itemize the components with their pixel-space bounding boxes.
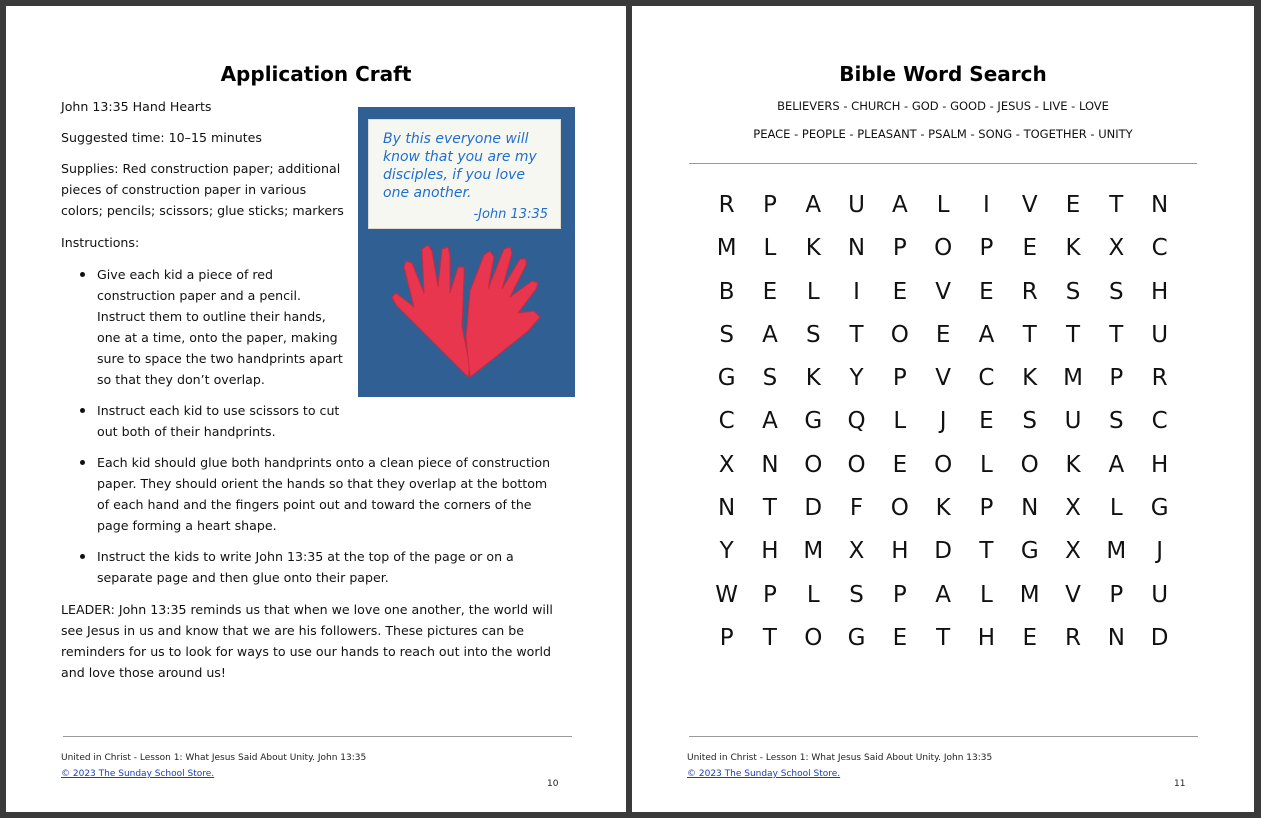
suggested-time: Suggested time: 10–15 minutes — [61, 130, 262, 145]
grid-letter: O — [890, 321, 909, 348]
grid-letter: W — [715, 581, 739, 608]
grid-letter: L — [763, 235, 777, 262]
grid-letter: S — [1109, 408, 1124, 435]
grid-letter: U — [1064, 408, 1082, 435]
grid-letter: G — [717, 365, 736, 392]
grid-letter: L — [806, 581, 820, 608]
grid-letter: K — [1065, 451, 1081, 478]
page-number: 11 — [1174, 779, 1186, 789]
grid-letter: E — [979, 408, 994, 435]
grid-letter: L — [893, 408, 907, 435]
grid-letter: T — [1109, 192, 1124, 218]
grid-letter: P — [892, 365, 907, 392]
grid-letter: X — [1065, 495, 1081, 522]
grid-letter: S — [1022, 408, 1038, 435]
instruction-item: Instruct each kid to use scissors to cut out both of their handprints. — [61, 400, 353, 442]
grid-letter: L — [806, 278, 820, 305]
grid-letter: C — [718, 408, 735, 435]
grid-letter: P — [1109, 365, 1124, 392]
grid-letter: T — [849, 321, 864, 348]
grid-letter: I — [983, 192, 990, 218]
grid-letter: O — [934, 235, 953, 262]
grid-letter: T — [979, 538, 994, 565]
grid-letter: S — [805, 321, 821, 348]
copyright-link[interactable]: © 2023 The Sunday School Store. — [61, 769, 215, 779]
grid-letter: R — [1021, 278, 1038, 305]
grid-letter: P — [763, 581, 777, 608]
handprint-heart-icon — [358, 227, 575, 397]
grid-letter: M — [1063, 365, 1083, 392]
word-list-divider — [689, 163, 1197, 164]
grid-letter: U — [1151, 581, 1169, 608]
grid-letter: M — [803, 538, 824, 565]
grid-letter: O — [890, 495, 909, 522]
grid-letter: F — [849, 495, 864, 522]
word-list-line-2: PEACE - PEOPLE - PLEASANT - PSALM - SONG - TOGETHER - UNITY — [753, 127, 1133, 141]
grid-letter: M — [1106, 538, 1127, 565]
leader-note: LEADER: John 13:35 reminds us that when we love one another, the world will see Jesus in us and know that we are his followers. These pictures can be reminders for us to look for ways to use our hands to reach out into the world and love those around us! — [61, 602, 553, 680]
instruction-item: Each kid should glue both handprints onto a clean piece of construction paper. They should orient the hands so that they overlap at the bottom of each hand and the fingers point out and toward the corners of the page forming a heart shape. — [61, 452, 556, 536]
grid-letter: O — [934, 451, 953, 478]
craft-name: John 13:35 Hand Hearts — [61, 99, 212, 114]
grid-letter: V — [935, 278, 951, 305]
grid-letter: X — [718, 451, 735, 478]
grid-letter: H — [761, 538, 779, 565]
grid-letter: K — [1065, 235, 1081, 262]
grid-letter: G — [804, 408, 823, 435]
grid-letter: M — [716, 235, 737, 262]
grid-letter: R — [1065, 624, 1082, 651]
grid-letter: E — [892, 278, 908, 305]
grid-letter: O — [804, 624, 823, 651]
grid-letter: A — [978, 321, 995, 348]
grid-letter: E — [762, 278, 778, 305]
grid-letter: E — [1022, 624, 1037, 651]
grid-letter: V — [1021, 192, 1038, 218]
grid-letter: B — [718, 278, 735, 305]
grid-letter: A — [762, 408, 778, 435]
grid-letter: E — [892, 624, 908, 651]
grid-letter: U — [848, 192, 865, 218]
grid-letter: P — [892, 235, 907, 262]
footer-lesson-title: United in Christ - Lesson 1: What Jesus Said About Unity. John 13:35 — [687, 753, 993, 763]
grid-letter: T — [936, 624, 951, 651]
grid-letter: D — [804, 495, 823, 522]
grid-letter: N — [1151, 192, 1169, 218]
grid-letter: Q — [847, 408, 866, 435]
word-search-grid — [705, 184, 1181, 660]
verse-card-text: By this everyone will know that you are my disciples, if you love one another. — [383, 131, 537, 201]
grid-letter: K — [805, 235, 821, 262]
grid-letter: N — [847, 235, 866, 262]
grid-letter: O — [804, 451, 823, 478]
grid-letter: L — [980, 581, 993, 608]
grid-letter: D — [1150, 624, 1169, 651]
grid-letter: P — [763, 192, 777, 218]
grid-letter: T — [762, 495, 777, 522]
grid-letter: X — [848, 538, 865, 565]
grid-letter: P — [892, 581, 907, 608]
grid-letter: R — [1151, 365, 1168, 392]
grid-letter: O — [1020, 451, 1039, 478]
grid-letter: A — [935, 581, 951, 608]
grid-letter: X — [1108, 235, 1125, 262]
grid-letter: A — [891, 192, 908, 218]
footer-divider — [689, 736, 1198, 737]
grid-letter: L — [936, 192, 950, 218]
grid-letter: S — [1065, 278, 1081, 305]
grid-letter: H — [1150, 451, 1169, 478]
verse-card — [368, 119, 561, 229]
grid-letter: G — [847, 624, 866, 651]
grid-letter: V — [935, 365, 951, 392]
grid-letter: E — [935, 321, 951, 348]
grid-letter: P — [719, 624, 734, 651]
grid-letter: P — [979, 235, 994, 262]
grid-letter: V — [1065, 581, 1081, 608]
grid-letter: E — [892, 451, 908, 478]
grid-letter: J — [1156, 538, 1164, 565]
grid-letter: I — [853, 278, 860, 305]
grid-letter: S — [1109, 278, 1124, 305]
grid-letter: K — [935, 495, 951, 522]
grid-letter: E — [1022, 235, 1037, 262]
grid-letter: H — [891, 538, 909, 565]
left-page — [6, 6, 626, 812]
grid-letter: M — [1019, 581, 1040, 608]
grid-letter: G — [1020, 538, 1039, 565]
grid-letter: S — [719, 321, 734, 348]
grid-letter: A — [1108, 451, 1125, 478]
grid-letter: E — [979, 278, 994, 305]
copyright-link[interactable]: © 2023 The Sunday School Store. — [687, 769, 841, 779]
grid-letter: N — [1021, 495, 1039, 522]
grid-letter: P — [979, 495, 994, 522]
supplies: Supplies: Red construction paper; additional pieces of construction paper in various colors; pencils; scissors; glue sticks; markers — [61, 161, 344, 218]
grid-letter: J — [939, 408, 947, 435]
page-title: Bible Word Search — [839, 62, 1047, 86]
grid-letter: K — [1022, 365, 1038, 392]
grid-letter: A — [805, 192, 822, 218]
grid-letter: N — [1107, 624, 1125, 651]
grid-letter: S — [762, 365, 778, 392]
grid-letter: G — [1150, 495, 1169, 522]
grid-letter: H — [1150, 278, 1169, 305]
grid-letter: Y — [849, 365, 864, 392]
word-list-line-1: BELIEVERS - CHURCH - GOD - GOOD - JESUS - LIVE - LOVE — [777, 99, 1109, 113]
grid-letter: T — [1065, 321, 1081, 348]
grid-letter: N — [761, 451, 779, 478]
footer-divider — [63, 736, 572, 737]
instructions-label: Instructions: — [61, 235, 140, 250]
grid-letter: C — [978, 365, 995, 392]
grid-letter: A — [762, 321, 778, 348]
instruction-item: Instruct the kids to write John 13:35 at the top of the page or on a separate page and then glue onto their paper. — [61, 546, 556, 588]
grid-letter: T — [762, 624, 777, 651]
page-number: 10 — [547, 779, 559, 789]
grid-letter: L — [1109, 495, 1123, 522]
grid-letter: C — [1151, 235, 1168, 262]
grid-letter: N — [718, 495, 736, 522]
grid-letter: D — [934, 538, 952, 565]
grid-letter: U — [1151, 321, 1169, 348]
grid-letter: C — [1151, 408, 1168, 435]
grid-letter: K — [805, 365, 821, 392]
grid-letter: L — [980, 451, 993, 478]
verse-card-reference: -John 13:35 — [473, 207, 548, 222]
grid-letter: T — [1109, 321, 1124, 348]
footer-lesson-title: United in Christ - Lesson 1: What Jesus Said About Unity. John 13:35 — [61, 753, 367, 763]
grid-letter: T — [1022, 321, 1037, 348]
grid-letter: P — [1109, 581, 1124, 608]
grid-letter: H — [977, 624, 996, 651]
grid-letter: Y — [719, 538, 734, 565]
instruction-item: Give each kid a piece of red construction paper and a pencil. Instruct them to outline their hands, one at a time, onto the paper, making sure to space the two handprints apart so that they don’t overlap. — [61, 264, 353, 390]
grid-letter: R — [718, 192, 735, 218]
page-title: Application Craft — [220, 62, 412, 86]
right-page — [632, 6, 1254, 812]
grid-letter: E — [1065, 192, 1081, 218]
grid-letter: O — [847, 451, 866, 478]
grid-letter: S — [849, 581, 864, 608]
grid-letter: X — [1065, 538, 1081, 565]
craft-photo — [358, 107, 575, 397]
